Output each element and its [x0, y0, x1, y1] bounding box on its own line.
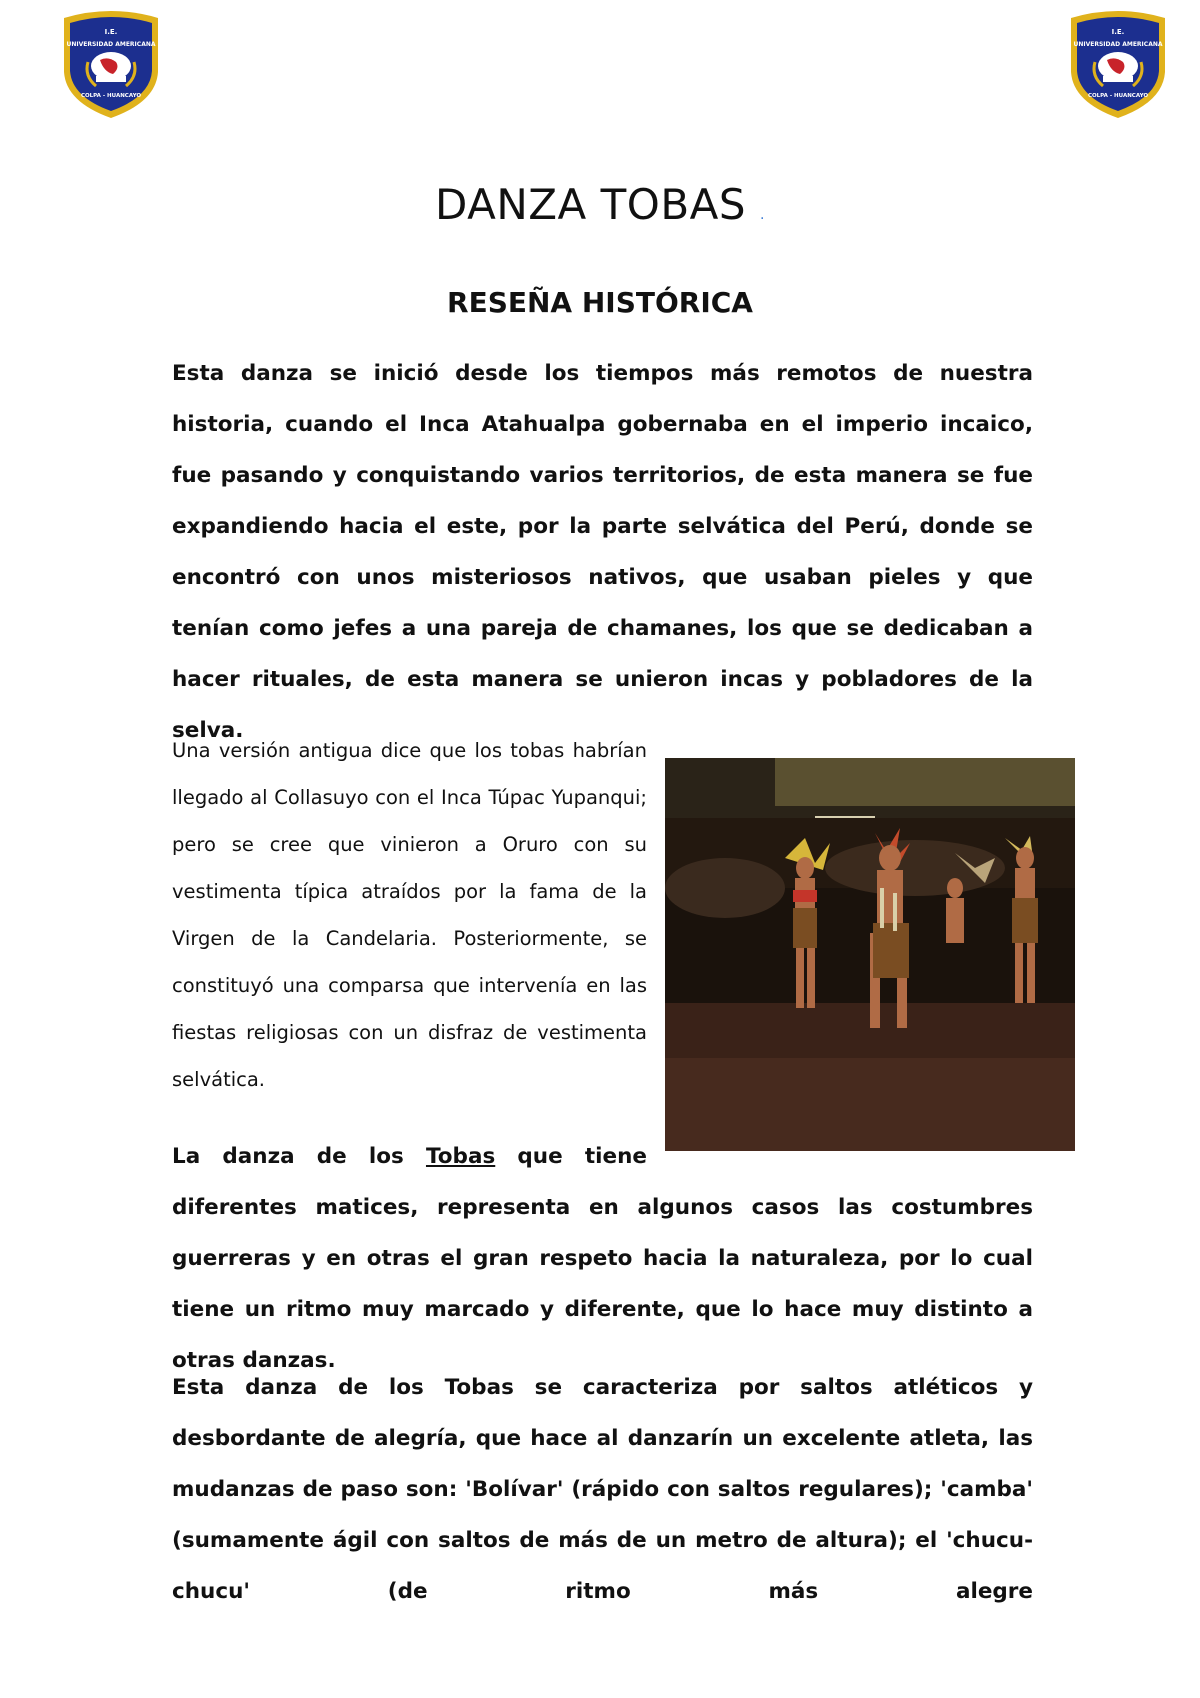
school-crest-left	[58, 10, 164, 120]
document-title	[0, 180, 1200, 229]
title-mark: .	[760, 207, 765, 223]
school-crest-left-graphic	[58, 10, 164, 120]
tobas-head-before: La danza de los	[172, 1144, 404, 1169]
paragraph-tobas-head	[172, 1131, 647, 1182]
paragraph-steps: Esta danza de los Tobas se caracteriza por saltos atléticos y desbordante de alegría, que hace al danzarín un excelente atleta, las mudanzas de paso son: 'Bolívar' (rápido con saltos regulares); 'camba' (sumamente ágil con saltos de más de un metro de altura); el 'chucu-chucu' (de ritmo más alegre	[172, 1375, 1033, 1604]
crest-left-bottom-text: COLPA - HUANCAYO	[80, 93, 142, 99]
crest-right-arc-text: UNIVERSIDAD AMERICANA	[1073, 41, 1163, 48]
paragraph-intro: Esta danza se inició desde los tiempos más remotos de nuestra historia, cuando el Inca Atahualpa gobernaba en el imperio incaico, fue pasando y conquistando varios territorios, de esta manera se fue expandiendo hacia el este, por la parte selvática del Perú, donde se encontró con unos misteriosos nativos, que usaban pieles y que tenían como jefes a una pareja de chamanes, los que se dedicaban a hacer rituales, de esta manera se unieron incas y pobladores de la selva.	[172, 361, 1033, 743]
dancers-photo-graphic	[665, 758, 1075, 1151]
document-title-text: DANZA TOBAS	[435, 180, 747, 229]
tobas-link[interactable]: Tobas	[425, 1144, 496, 1169]
paragraph-version: Una versión antigua dice que los tobas habrían llegado al Collasuyo con el Inca Túpac Yupanqui; pero se cree que vinieron a Oruro con su vestimenta típica atraídos por la fama de la Virgen de la Candelaria. Posteriormente, se constituyó una comparsa que intervenía en las fiestas religiosas con un disfraz de vestimenta selvática.	[172, 739, 647, 1091]
tobas-head-after: que tiene	[517, 1144, 647, 1169]
crest-left-arc-text: UNIVERSIDAD AMERICANA	[66, 41, 156, 48]
crest-right-bottom-text: COLPA - HUANCAYO	[1087, 93, 1149, 99]
section-heading: RESEÑA HISTÓRICA	[447, 286, 753, 319]
crest-left-top-text: I.E.	[104, 28, 118, 36]
crest-right-top-text: I.E.	[1111, 28, 1125, 36]
dancers-photo	[665, 758, 1075, 1151]
school-crest-right-graphic	[1065, 10, 1171, 120]
paragraph-tobas-rest: diferentes matices, representa en algunos casos las costumbres guerreras y en otras el gran respeto hacia la naturaleza, por lo cual tiene un ritmo muy marcado y diferente, que lo hace muy distinto a otras danzas.	[172, 1195, 1033, 1373]
school-crest-right	[1065, 10, 1171, 120]
